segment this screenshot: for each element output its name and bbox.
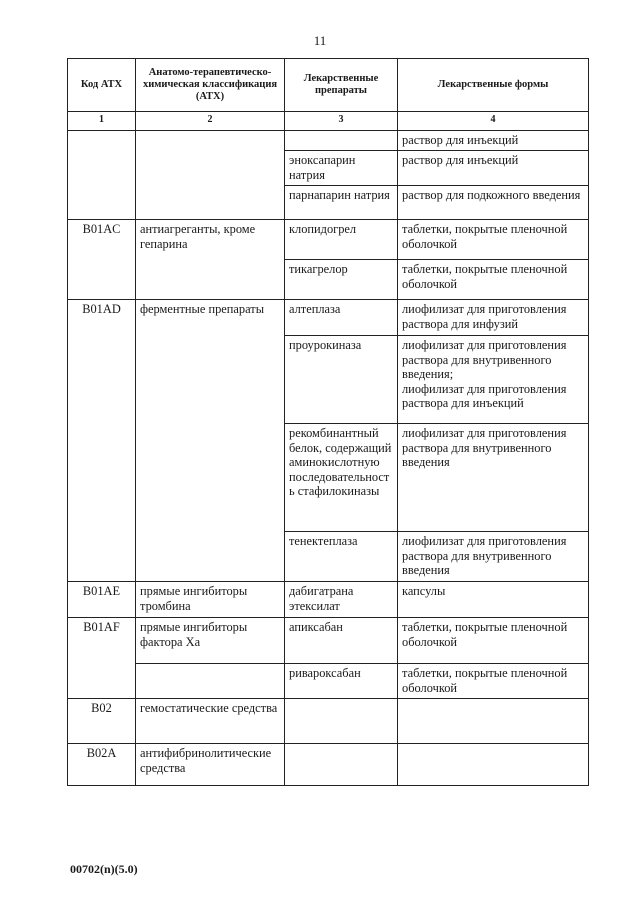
drug-cell: апиксабан: [285, 618, 398, 664]
form-cell: таблетки, покрытые пленочной оболочкой: [398, 618, 589, 664]
column-number: 3: [285, 112, 398, 131]
atx-class-cell: прямые ингибиторы тромбина: [136, 582, 285, 618]
atx-class-cell: [136, 664, 285, 699]
drug-cell: парнапарин натрия: [285, 186, 398, 220]
atx-class-cell: [136, 130, 285, 220]
atx-code-cell: B02A: [68, 744, 136, 786]
drug-cell: алтеплаза: [285, 300, 398, 336]
form-cell: таблетки, покрытые пленочной оболочкой: [398, 220, 589, 260]
atx-class-cell: гемостатические средства: [136, 699, 285, 744]
form-cell: раствор для инъекций: [398, 130, 589, 151]
drug-cell: [285, 699, 398, 744]
atx-code-cell: B01AC: [68, 220, 136, 300]
form-cell: капсулы: [398, 582, 589, 618]
atx-drug-table: [67, 58, 589, 786]
table-row: [68, 699, 589, 744]
atx-code-cell: B01AF: [68, 618, 136, 699]
atx-code-cell: B02: [68, 699, 136, 744]
drug-cell: [285, 130, 398, 151]
form-cell: [398, 699, 589, 744]
drug-cell: тикагрелор: [285, 260, 398, 300]
header-drugs: Лекарственные препараты: [285, 59, 398, 112]
form-cell: таблетки, покрытые пленочной оболочкой: [398, 260, 589, 300]
drug-cell: дабигатрана этексилат: [285, 582, 398, 618]
atx-code-cell: [68, 130, 136, 220]
table-row: [68, 582, 589, 618]
table-row: [68, 744, 589, 786]
table-header-row: [68, 59, 589, 112]
table-row: [68, 300, 589, 336]
atx-class-cell: прямые ингибиторы фактора Ха: [136, 618, 285, 664]
drug-cell: [285, 744, 398, 786]
drug-cell: проурокиназа: [285, 336, 398, 424]
header-forms: Лекарственные формы: [398, 59, 589, 112]
table-row: [68, 220, 589, 260]
column-number: 4: [398, 112, 589, 131]
drug-cell: клопидогрел: [285, 220, 398, 260]
header-code: Код АТХ: [68, 59, 136, 112]
form-cell: [398, 744, 589, 786]
drug-cell: эноксапарин натрия: [285, 151, 398, 186]
page-number: 11: [313, 33, 327, 48]
table-row: [68, 618, 589, 664]
table-row: [68, 664, 589, 699]
atx-class-cell: антиагреганты, кроме гепарина: [136, 220, 285, 300]
form-cell: лиофилизат для приготовления раствора для внутривенного введения: [398, 532, 589, 582]
form-cell: лиофилизат для приготовления раствора для внутривенного введения: [398, 424, 589, 532]
drug-cell: тенектеплаза: [285, 532, 398, 582]
atx-class-cell: антифибринолитические средства: [136, 744, 285, 786]
column-number: 2: [136, 112, 285, 131]
form-cell: лиофилизат для приготовления раствора для инфузий: [398, 300, 589, 336]
table-row: [68, 130, 589, 151]
column-number: 1: [68, 112, 136, 131]
form-cell: таблетки, покрытые пленочной оболочкой: [398, 664, 589, 699]
form-cell: раствор для инъекций: [398, 151, 589, 186]
atx-code-cell: B01AE: [68, 582, 136, 618]
atx-code-cell: B01AD: [68, 300, 136, 582]
atx-class-cell: ферментные препараты: [136, 300, 285, 582]
drug-cell: ривароксабан: [285, 664, 398, 699]
drug-cell: рекомбинантный белок, содержащий аминокислотную последовательность стафилокиназы: [285, 424, 398, 532]
document-footer-code: 00702(n)(5.0): [70, 862, 138, 876]
header-classification: Анатомо-терапевтическо-химическая классификация (АТХ): [136, 59, 285, 112]
form-cell: раствор для подкожного введения: [398, 186, 589, 220]
column-number-row: [68, 112, 589, 131]
form-cell: лиофилизат для приготовления раствора для внутривенного введения; лиофилизат для приготовления раствора для инъекций: [398, 336, 589, 424]
